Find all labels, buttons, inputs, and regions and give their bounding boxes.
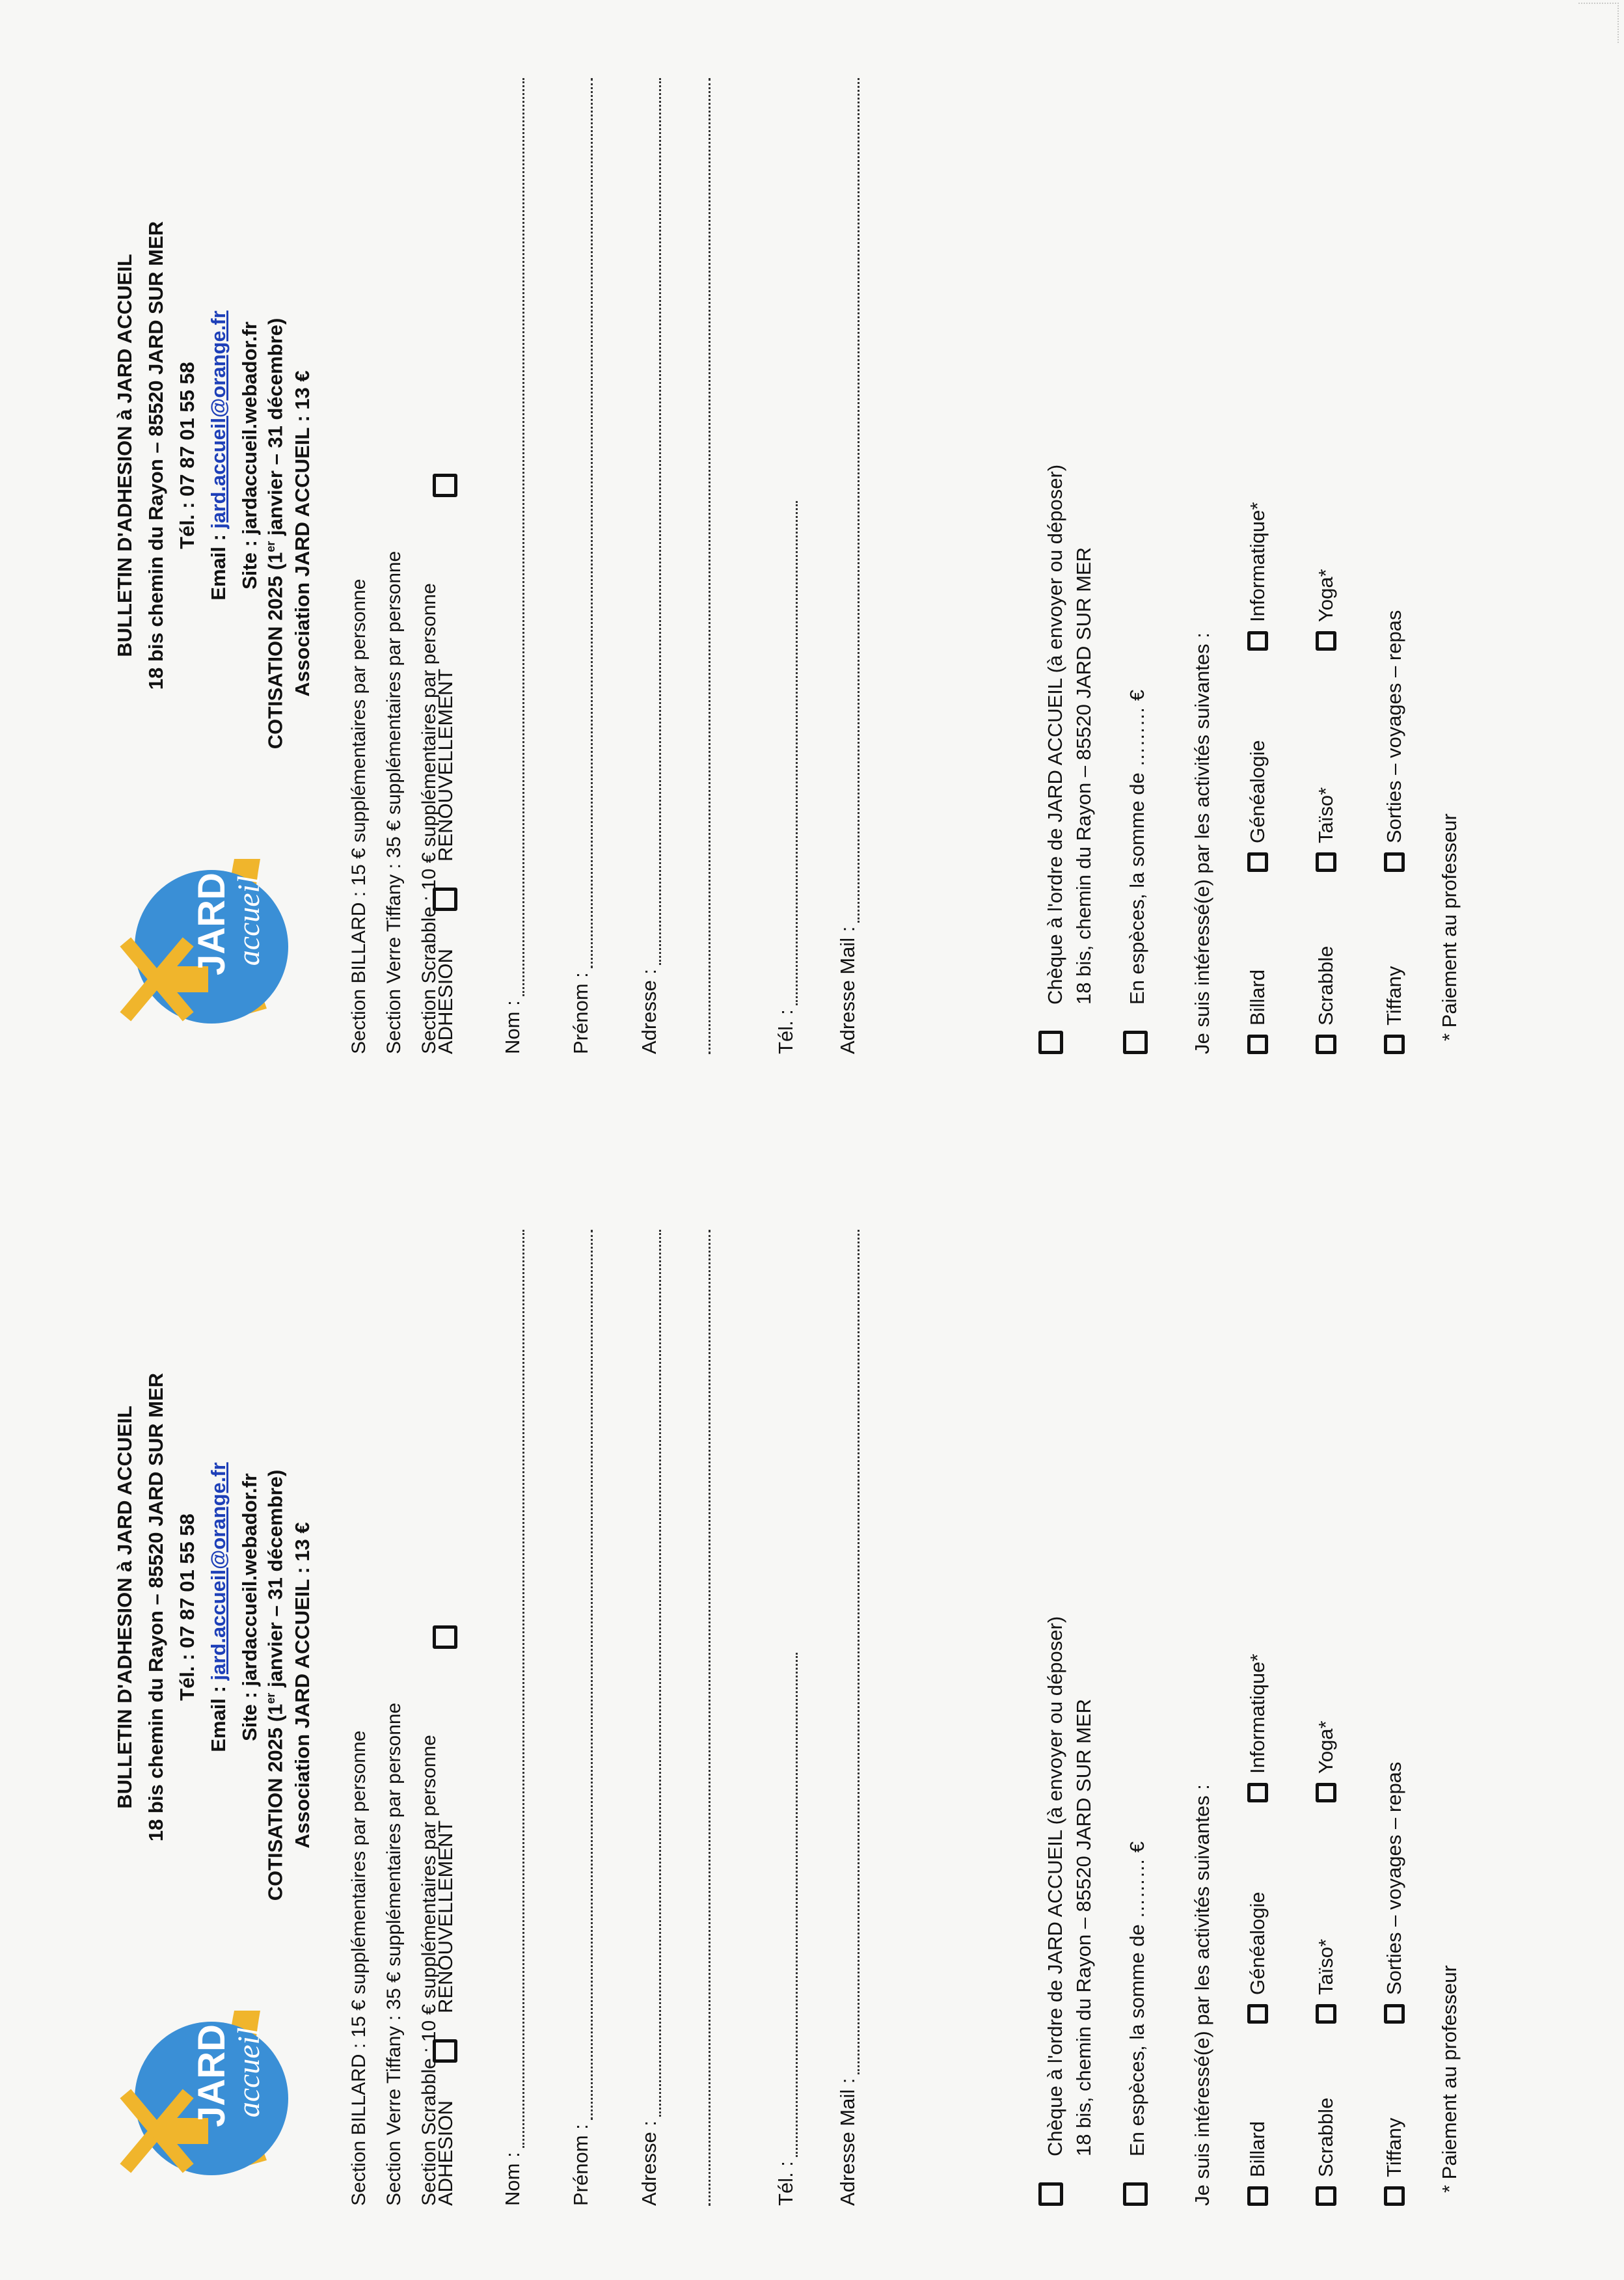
tel-input[interactable] bbox=[793, 1653, 798, 2157]
mail-input[interactable] bbox=[855, 1230, 859, 2074]
mail-input[interactable] bbox=[855, 78, 859, 923]
especes-checkbox[interactable] bbox=[1123, 1031, 1148, 1054]
cotisation-block bbox=[257, 221, 316, 846]
prenom-label: Prénom : bbox=[569, 972, 592, 1054]
section-tiffany-fee: Section Verre Tiffany : 35 € supplémentaires par personne bbox=[383, 1702, 405, 2206]
form-header bbox=[109, 65, 265, 846]
prenom-label: Prénom : bbox=[569, 2124, 592, 2206]
adresse-field bbox=[638, 1230, 661, 2206]
website: Site : jardaccueil.webador.fr bbox=[238, 321, 261, 590]
nom-label: Nom : bbox=[501, 1000, 524, 1054]
membership-type-row bbox=[433, 1230, 457, 2206]
tiffany-label: Tiffany bbox=[1383, 966, 1405, 1025]
association-address: 18 bis chemin du Rayon – 85520 JARD SUR MER bbox=[144, 1372, 167, 1842]
tiffany-checkbox[interactable] bbox=[1384, 1035, 1405, 1054]
section-fees bbox=[342, 208, 447, 1054]
nom-field bbox=[501, 1230, 524, 2206]
yoga-label: Yoga* bbox=[1314, 1720, 1337, 1774]
cotisation-block bbox=[257, 1373, 316, 1998]
cheque-line1: Chèque à l'ordre de JARD ACCUEIL (à envoyer ou déposer) bbox=[1044, 1616, 1066, 2156]
jard-accueil-logo bbox=[104, 1998, 312, 2206]
prenom-input[interactable] bbox=[588, 78, 593, 968]
activity-genealogie[interactable] bbox=[1246, 740, 1269, 872]
especes-option bbox=[1126, 690, 1149, 1054]
cotisation-title-part2: janvier – 31 décembre) bbox=[264, 318, 287, 541]
cotisation-title bbox=[257, 1373, 289, 1998]
cotisation-amount: Association JARD ACCUEIL : 13 € bbox=[291, 1522, 314, 1849]
mail-field bbox=[836, 1230, 859, 2206]
footnote: * Paiement au professeur bbox=[1438, 813, 1461, 1041]
form-title: BULLETIN D'ADHESION à JARD ACCUEIL bbox=[113, 254, 136, 657]
cheque-checkbox[interactable] bbox=[1038, 2182, 1063, 2206]
activity-tiffany[interactable] bbox=[1383, 966, 1406, 1054]
activity-tiffany[interactable] bbox=[1383, 2118, 1406, 2206]
cheque-line2: 18 bis, chemin du Rayon – 85520 JARD SUR MER bbox=[1072, 1699, 1095, 2156]
informatique-label: Informatique* bbox=[1246, 1653, 1269, 1774]
cotisation-title-sup: er bbox=[264, 1692, 277, 1704]
email-label: Email : bbox=[207, 528, 230, 601]
activity-billard[interactable] bbox=[1246, 970, 1269, 1054]
logo-text-jard: JARD bbox=[191, 2024, 233, 2127]
renouvellement-checkbox[interactable] bbox=[433, 1625, 457, 1649]
cheque-option bbox=[1041, 1616, 1098, 2206]
website: Site : jardaccueil.webador.fr bbox=[238, 1473, 261, 1741]
adhesion-checkbox[interactable] bbox=[433, 2039, 457, 2063]
activity-scrabble[interactable] bbox=[1314, 946, 1338, 1054]
adresse-continuation bbox=[706, 78, 710, 1054]
cheque-line2: 18 bis, chemin du Rayon – 85520 JARD SUR MER bbox=[1072, 547, 1095, 1005]
prenom-input[interactable] bbox=[588, 1230, 593, 2120]
association-address: 18 bis chemin du Rayon – 85520 JARD SUR MER bbox=[144, 221, 167, 690]
section-tiffany-fee: Section Verre Tiffany : 35 € supplémentaires par personne bbox=[383, 550, 405, 1054]
nom-input[interactable] bbox=[520, 78, 524, 996]
billard-label: Billard bbox=[1246, 969, 1269, 1025]
informatique-checkbox[interactable] bbox=[1247, 1783, 1268, 1802]
taiso-checkbox[interactable] bbox=[1316, 2004, 1336, 2024]
email-link[interactable]: jard.accueil@orange.fr bbox=[207, 1462, 230, 1681]
cheque-checkbox[interactable] bbox=[1038, 1031, 1063, 1054]
footnote: * Paiement au professeur bbox=[1438, 1965, 1461, 2193]
cheque-line1: Chèque à l'ordre de JARD ACCUEIL (à envoyer ou déposer) bbox=[1044, 464, 1066, 1005]
section-fees bbox=[342, 1360, 447, 2206]
sorties-checkbox[interactable] bbox=[1384, 852, 1405, 872]
taiso-label: Taïso* bbox=[1314, 787, 1337, 843]
email-link[interactable]: jard.accueil@orange.fr bbox=[207, 310, 230, 529]
phone-number: Tél. : 07 87 01 55 58 bbox=[176, 362, 198, 549]
nom-field bbox=[501, 78, 524, 1054]
adhesion-checkbox[interactable] bbox=[433, 888, 457, 911]
billard-label: Billard bbox=[1246, 2121, 1269, 2177]
informatique-label: Informatique* bbox=[1246, 502, 1269, 622]
email-line bbox=[203, 1217, 234, 1998]
taiso-label: Taïso* bbox=[1314, 1938, 1337, 1995]
adhesion-label: ADHESION bbox=[434, 2100, 457, 2206]
scrabble-checkbox[interactable] bbox=[1316, 1035, 1336, 1054]
section-billard-fee: Section BILLARD : 15 € supplémentaires par personne bbox=[348, 1730, 370, 2206]
billard-checkbox[interactable] bbox=[1247, 2186, 1268, 2206]
cheque-text bbox=[1041, 465, 1098, 1005]
email-line bbox=[203, 65, 234, 846]
activity-yoga[interactable] bbox=[1314, 569, 1338, 651]
tel-label: Tél. : bbox=[774, 2161, 797, 2206]
adresse-input[interactable] bbox=[656, 1230, 661, 2117]
adresse-input-line2[interactable] bbox=[706, 1230, 710, 2206]
payment-activities-bottom bbox=[1028, 1178, 1614, 2232]
logo-text-accueil: accueil bbox=[232, 2027, 266, 2118]
section-scrabble-fee: Section Scrabble : 10 € supplémentaires par personne bbox=[418, 1735, 440, 2206]
cheque-option bbox=[1041, 465, 1098, 1054]
cotisation-title bbox=[257, 221, 289, 846]
email-label: Email : bbox=[207, 1680, 230, 1752]
cotisation-amount: Association JARD ACCUEIL : 13 € bbox=[291, 370, 314, 697]
activity-taiso[interactable] bbox=[1314, 787, 1338, 872]
mail-label: Adresse Mail : bbox=[836, 2078, 859, 2206]
nom-input[interactable] bbox=[520, 1230, 524, 2148]
genealogie-label: Généalogie bbox=[1246, 1892, 1269, 1995]
payment-activities-top bbox=[1028, 26, 1614, 1080]
sorties-checkbox[interactable] bbox=[1384, 2004, 1405, 2024]
especes-checkbox[interactable] bbox=[1123, 2182, 1148, 2206]
tel-field bbox=[774, 501, 798, 1054]
adresse-field bbox=[638, 78, 661, 1054]
section-scrabble-fee: Section Scrabble : 10 € supplémentaires par personne bbox=[418, 583, 440, 1054]
activity-informatique[interactable] bbox=[1246, 502, 1269, 651]
activity-scrabble[interactable] bbox=[1314, 2098, 1338, 2206]
interest-label: Je suis intéressé(e) par les activités suivantes : bbox=[1191, 632, 1213, 1054]
phone-number: Tél. : 07 87 01 55 58 bbox=[176, 1513, 198, 1701]
genealogie-checkbox[interactable] bbox=[1247, 852, 1268, 872]
tel-label: Tél. : bbox=[774, 1009, 797, 1054]
cotisation-title-part2: janvier – 31 décembre) bbox=[264, 1469, 287, 1693]
genealogie-checkbox[interactable] bbox=[1247, 2004, 1268, 2024]
activity-billard[interactable] bbox=[1246, 2121, 1269, 2206]
activity-sorties[interactable] bbox=[1383, 610, 1406, 872]
interest-label: Je suis intéressé(e) par les activités suivantes : bbox=[1191, 1784, 1213, 2206]
logo-text-jard: JARD bbox=[191, 873, 233, 975]
activity-yoga[interactable] bbox=[1314, 1720, 1338, 1802]
adresse-input-line2[interactable] bbox=[706, 78, 710, 1054]
informatique-checkbox[interactable] bbox=[1247, 631, 1268, 651]
adresse-label: Adresse : bbox=[638, 2121, 660, 2206]
sorties-label: Sorties – voyages – repas bbox=[1383, 610, 1405, 843]
activity-sorties[interactable] bbox=[1383, 1762, 1406, 2024]
renouvellement-label: RENOUVELLEMENT bbox=[434, 1820, 457, 2013]
adresse-input[interactable] bbox=[656, 78, 661, 965]
jard-accueil-logo bbox=[104, 846, 312, 1054]
tel-field bbox=[774, 1653, 798, 2206]
mail-field bbox=[836, 78, 859, 1054]
form-title: BULLETIN D'ADHESION à JARD ACCUEIL bbox=[113, 1405, 136, 1809]
prenom-field bbox=[569, 78, 593, 1054]
activity-informatique[interactable] bbox=[1246, 1654, 1269, 1802]
tiffany-checkbox[interactable] bbox=[1384, 2186, 1405, 2206]
membership-type-row bbox=[433, 78, 457, 1054]
genealogie-label: Généalogie bbox=[1246, 740, 1269, 843]
logo-text-accueil: accueil bbox=[232, 875, 266, 966]
membership-form-top bbox=[78, 26, 859, 1080]
billard-checkbox[interactable] bbox=[1247, 1035, 1268, 1054]
prenom-field bbox=[569, 1230, 593, 2206]
activity-genealogie[interactable] bbox=[1246, 1892, 1269, 2024]
especes-text: En espèces, la somme de ……… € bbox=[1126, 689, 1148, 1005]
cheque-text bbox=[1041, 1616, 1098, 2156]
form-header bbox=[109, 1217, 265, 1998]
sorties-label: Sorties – voyages – repas bbox=[1383, 1761, 1405, 1995]
yoga-label: Yoga* bbox=[1314, 569, 1337, 622]
especes-option bbox=[1126, 1841, 1149, 2206]
membership-form-bottom bbox=[78, 1178, 859, 2232]
activity-taiso[interactable] bbox=[1314, 1939, 1338, 2024]
scrabble-label: Scrabble bbox=[1314, 2097, 1337, 2177]
adresse-label: Adresse : bbox=[638, 969, 660, 1054]
taiso-checkbox[interactable] bbox=[1316, 852, 1336, 872]
cotisation-title-part1: COTISATION 2025 (1 bbox=[264, 1703, 287, 1901]
adhesion-label: ADHESION bbox=[434, 949, 457, 1054]
tel-input[interactable] bbox=[793, 501, 798, 1005]
scrabble-label: Scrabble bbox=[1314, 945, 1337, 1025]
cotisation-title-sup: er bbox=[264, 541, 277, 552]
scrabble-checkbox[interactable] bbox=[1316, 2186, 1336, 2206]
renouvellement-label: RENOUVELLEMENT bbox=[434, 668, 457, 862]
mail-label: Adresse Mail : bbox=[836, 926, 859, 1054]
renouvellement-checkbox[interactable] bbox=[433, 474, 457, 497]
especes-text: En espèces, la somme de ……… € bbox=[1126, 1841, 1148, 2156]
tiffany-label: Tiffany bbox=[1383, 2117, 1405, 2177]
yoga-checkbox[interactable] bbox=[1316, 1783, 1336, 1802]
yoga-checkbox[interactable] bbox=[1316, 631, 1336, 651]
cotisation-title-part1: COTISATION 2025 (1 bbox=[264, 552, 287, 750]
adresse-continuation bbox=[706, 1230, 710, 2206]
section-billard-fee: Section BILLARD : 15 € supplémentaires par personne bbox=[348, 578, 370, 1054]
nom-label: Nom : bbox=[501, 2152, 524, 2206]
